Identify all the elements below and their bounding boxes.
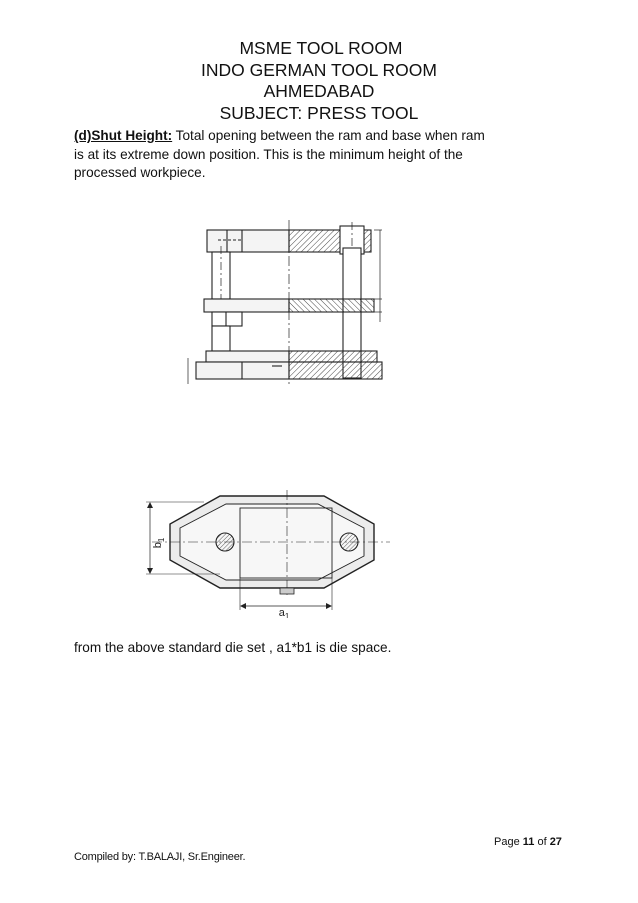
paragraph-line-3: processed workpiece. [74, 165, 206, 180]
shut-height-heading: (d)Shut Height: [74, 128, 173, 143]
total-pages: 27 [549, 836, 562, 848]
footer-compiled-by: Compiled by: T.BALAJI, Sr.Engineer. [74, 851, 246, 863]
current-page: 11 [522, 836, 535, 848]
dim-a1-label: $a_1$ [278, 607, 290, 618]
die-set-plan-drawing [142, 490, 392, 618]
die-set-elevation-drawing [182, 218, 388, 386]
paragraph-line-1: Total opening between the ram and base when ram [172, 128, 485, 143]
header-line-1: MSME TOOL ROOM [239, 38, 403, 58]
dim-b1-label: $b_1$ [152, 537, 166, 549]
shut-height-paragraph [74, 127, 574, 183]
page-number: Page 11 of 27 [494, 836, 562, 848]
header-line-2: INDO GERMAN TOOL ROOM [201, 59, 437, 80]
die-space-note: from the above standard die set , a1*b1 is die space. [74, 640, 392, 655]
paragraph-line-2: is at its extreme down position. This is the minimum height of the [74, 146, 463, 162]
document-header [0, 38, 638, 124]
header-line-3: AHMEDABAD [263, 81, 375, 101]
header-line-4: SUBJECT: PRESS TOOL [219, 102, 419, 123]
